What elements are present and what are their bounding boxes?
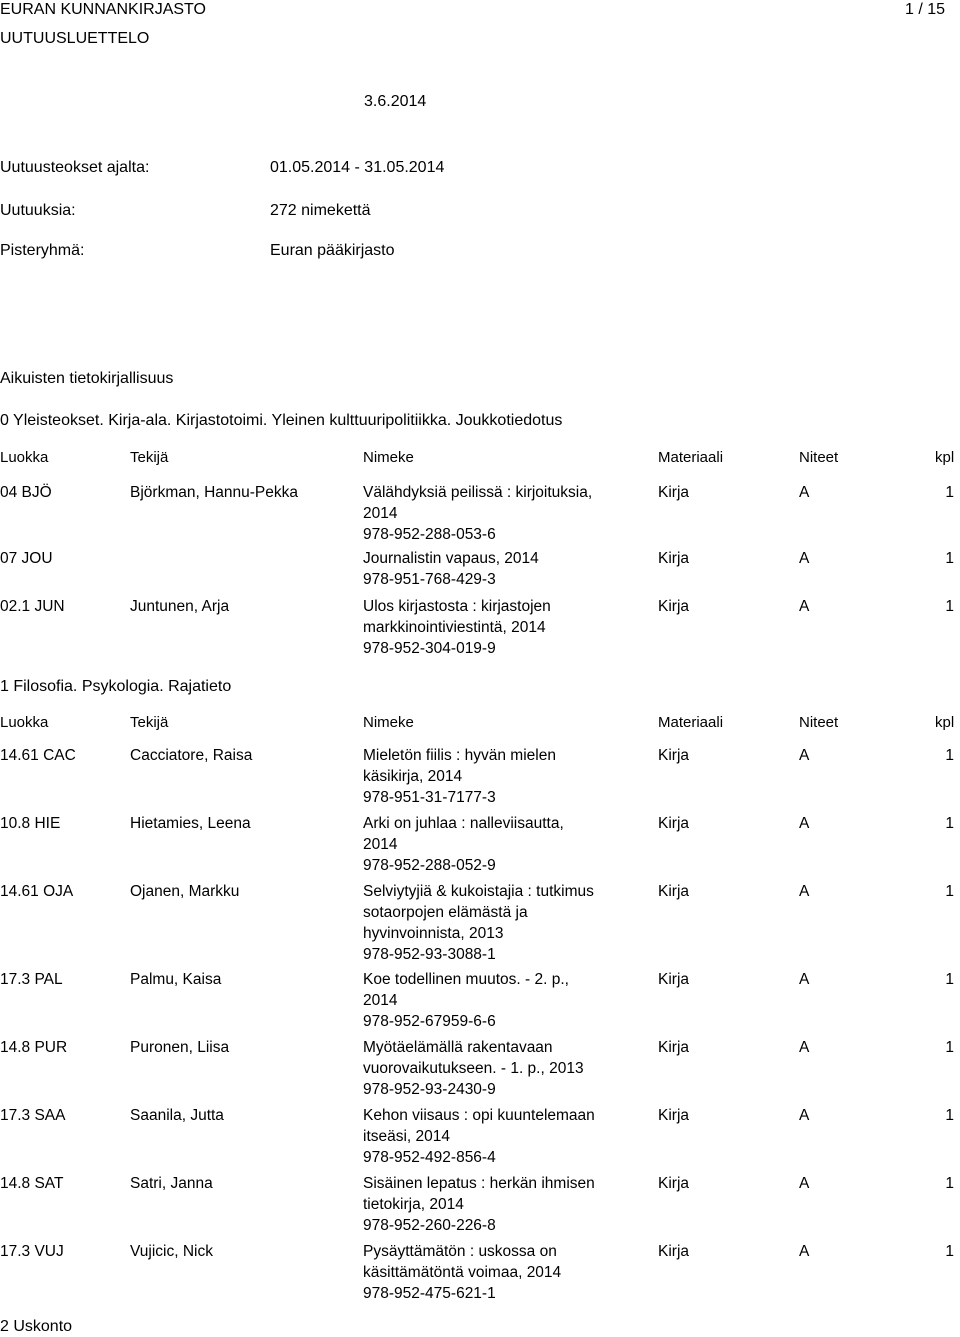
section-title: Aikuisten tietokirjallisuus <box>0 370 174 387</box>
isbn: 978-952-304-019-9 <box>363 640 496 657</box>
title-year: vuorovaikutukseen. - 1. p., 2013 <box>363 1060 584 1077</box>
row-title <box>363 482 623 545</box>
title-year: käsittämätöntä voimaa, 2014 <box>363 1264 562 1281</box>
row-title <box>363 1105 623 1168</box>
row-copies: A <box>799 1175 810 1192</box>
row-author: Ojanen, Markku <box>130 883 240 900</box>
row-copies: A <box>799 1039 810 1056</box>
row-title <box>363 813 623 876</box>
col-luokka: Luokka <box>0 449 49 466</box>
row-count: 1 <box>945 971 954 988</box>
isbn: 978-952-492-856-4 <box>363 1149 496 1166</box>
title-line: Selviytyjiä & kukoistajia : tutkimus <box>363 883 594 900</box>
period-value: 01.05.2014 - 31.05.2014 <box>270 159 445 176</box>
row-count: 1 <box>945 1107 954 1124</box>
title-line: Myötäelämällä rakentavaan <box>363 1039 553 1056</box>
title-line: Välähdyksiä peilissä : kirjoituksia, <box>363 484 593 501</box>
isbn: 978-952-93-2430-9 <box>363 1081 496 1098</box>
row-author: Vujicic, Nick <box>130 1243 213 1260</box>
row-copies: A <box>799 883 810 900</box>
row-title <box>363 596 623 659</box>
row-material: Kirja <box>658 747 690 764</box>
row-count: 1 <box>945 484 954 501</box>
category-title: 1 Filosofia. Psykologia. Rajatieto <box>0 678 232 695</box>
column-header <box>0 712 960 733</box>
row-count: 1 <box>945 747 954 764</box>
title-year: markkinointiviestintä, 2014 <box>363 619 546 636</box>
col-luokka: Luokka <box>0 714 49 731</box>
row-copies: A <box>799 815 810 832</box>
col-materiaali: Materiaali <box>658 449 724 466</box>
col-tekija: Tekijä <box>130 449 169 466</box>
row-material: Kirja <box>658 971 690 988</box>
row-copies: A <box>799 550 810 567</box>
row-material: Kirja <box>658 1039 690 1056</box>
row-count: 1 <box>945 598 954 615</box>
row-material: Kirja <box>658 883 690 900</box>
count-value: 272 nimekettä <box>270 202 371 219</box>
title-year: 2014 <box>363 836 398 853</box>
isbn: 978-951-31-7177-3 <box>363 789 496 806</box>
location-label: Pisteryhmä: <box>0 242 85 259</box>
row-count: 1 <box>945 815 954 832</box>
row-author: Juntunen, Arja <box>130 598 230 615</box>
row-material: Kirja <box>658 1175 690 1192</box>
row-material: Kirja <box>658 1243 690 1260</box>
row-copies: A <box>799 1107 810 1124</box>
isbn: 978-952-67959-6-6 <box>363 1013 496 1030</box>
row-author: Hietamies, Leena <box>130 815 251 832</box>
row-class: 17.3 VUJ <box>0 1243 64 1260</box>
column-header <box>0 447 960 468</box>
report-date: 3.6.2014 <box>364 93 427 110</box>
row-copies: A <box>799 971 810 988</box>
title-year: käsikirja, 2014 <box>363 768 463 785</box>
row-author: Puronen, Liisa <box>130 1039 230 1056</box>
row-material: Kirja <box>658 1107 690 1124</box>
location-value: Euran pääkirjasto <box>270 242 395 259</box>
row-material: Kirja <box>658 550 690 567</box>
col-niteet: Niteet <box>799 714 839 731</box>
isbn: 978-952-475-621-1 <box>363 1285 496 1302</box>
row-author: Saanila, Jutta <box>130 1107 224 1124</box>
row-class: 17.3 PAL <box>0 971 63 988</box>
title-line: Journalistin vapaus, 2014 <box>363 550 539 567</box>
col-nimeke: Nimeke <box>363 449 414 466</box>
row-material: Kirja <box>658 484 690 501</box>
category-title: 0 Yleisteokset. Kirja-ala. Kirjastotoimi. Yleinen kulttuuripolitiikka. Joukkotiedotus <box>0 412 563 429</box>
row-count: 1 <box>945 883 954 900</box>
col-kpl: kpl <box>935 714 955 731</box>
row-class: 14.8 SAT <box>0 1175 64 1192</box>
period-label: Uutuusteokset ajalta: <box>0 159 150 176</box>
row-author: Cacciatore, Raisa <box>130 747 253 764</box>
col-materiaali: Materiaali <box>658 714 724 731</box>
list-title: UUTUUSLUETTELO <box>0 30 150 47</box>
title-line: Sisäinen lepatus : herkän ihmisen <box>363 1175 595 1192</box>
col-tekija: Tekijä <box>130 714 169 731</box>
row-count: 1 <box>945 1039 954 1056</box>
row-author: Björkman, Hannu-Pekka <box>130 484 298 501</box>
row-count: 1 <box>945 1175 954 1192</box>
row-title <box>363 548 623 590</box>
title-year: 2014 <box>363 992 398 1009</box>
row-copies: A <box>799 747 810 764</box>
row-material: Kirja <box>658 815 690 832</box>
col-nimeke: Nimeke <box>363 714 414 731</box>
row-material: Kirja <box>658 598 690 615</box>
title-line: Arki on juhlaa : nalleviisautta, <box>363 815 564 832</box>
row-class: 14.8 PUR <box>0 1039 68 1056</box>
col-kpl: kpl <box>935 449 955 466</box>
row-title <box>363 1173 623 1236</box>
row-class: 02.1 JUN <box>0 598 65 615</box>
row-class: 14.61 CAC <box>0 747 76 764</box>
col-niteet: Niteet <box>799 449 839 466</box>
row-title <box>363 1241 623 1304</box>
title-year: itseäsi, 2014 <box>363 1128 451 1145</box>
title-year: hyvinvoinnista, 2013 <box>363 925 504 942</box>
title-year: sotaorpojen elämästä ja <box>363 904 528 921</box>
title-line: Pysäyttämätön : uskossa on <box>363 1243 557 1260</box>
row-copies: A <box>799 1243 810 1260</box>
row-count: 1 <box>945 1243 954 1260</box>
title-line: Mieletön fiilis : hyvän mielen <box>363 747 556 764</box>
row-class: 04 BJÖ <box>0 484 52 501</box>
row-count: 1 <box>945 550 954 567</box>
count-label: Uutuuksia: <box>0 202 76 219</box>
isbn: 978-951-768-429-3 <box>363 571 496 588</box>
title-year: 2014 <box>363 505 398 522</box>
row-class: 07 JOU <box>0 550 53 567</box>
title-line: Koe todellinen muutos. - 2. p., <box>363 971 569 988</box>
row-author: Palmu, Kaisa <box>130 971 222 988</box>
row-class: 14.61 OJA <box>0 883 74 900</box>
row-author: Satri, Janna <box>130 1175 213 1192</box>
isbn: 978-952-93-3088-1 <box>363 946 496 963</box>
row-title <box>363 969 623 1032</box>
row-class: 10.8 HIE <box>0 815 61 832</box>
isbn: 978-952-288-052-9 <box>363 857 496 874</box>
library-name: EURAN KUNNANKIRJASTO <box>0 1 206 18</box>
category-title: 2 Uskonto <box>0 1318 73 1335</box>
row-title <box>363 1037 623 1100</box>
row-copies: A <box>799 484 810 501</box>
title-year: tietokirja, 2014 <box>363 1196 464 1213</box>
isbn: 978-952-260-226-8 <box>363 1217 496 1234</box>
row-copies: A <box>799 598 810 615</box>
page-number: 1 / 15 <box>904 1 945 18</box>
title-line: Ulos kirjastosta : kirjastojen <box>363 598 551 615</box>
row-title <box>363 745 623 808</box>
title-line: Kehon viisaus : opi kuuntelemaan <box>363 1107 595 1124</box>
isbn: 978-952-288-053-6 <box>363 526 496 543</box>
row-class: 17.3 SAA <box>0 1107 66 1124</box>
row-title <box>363 881 623 965</box>
